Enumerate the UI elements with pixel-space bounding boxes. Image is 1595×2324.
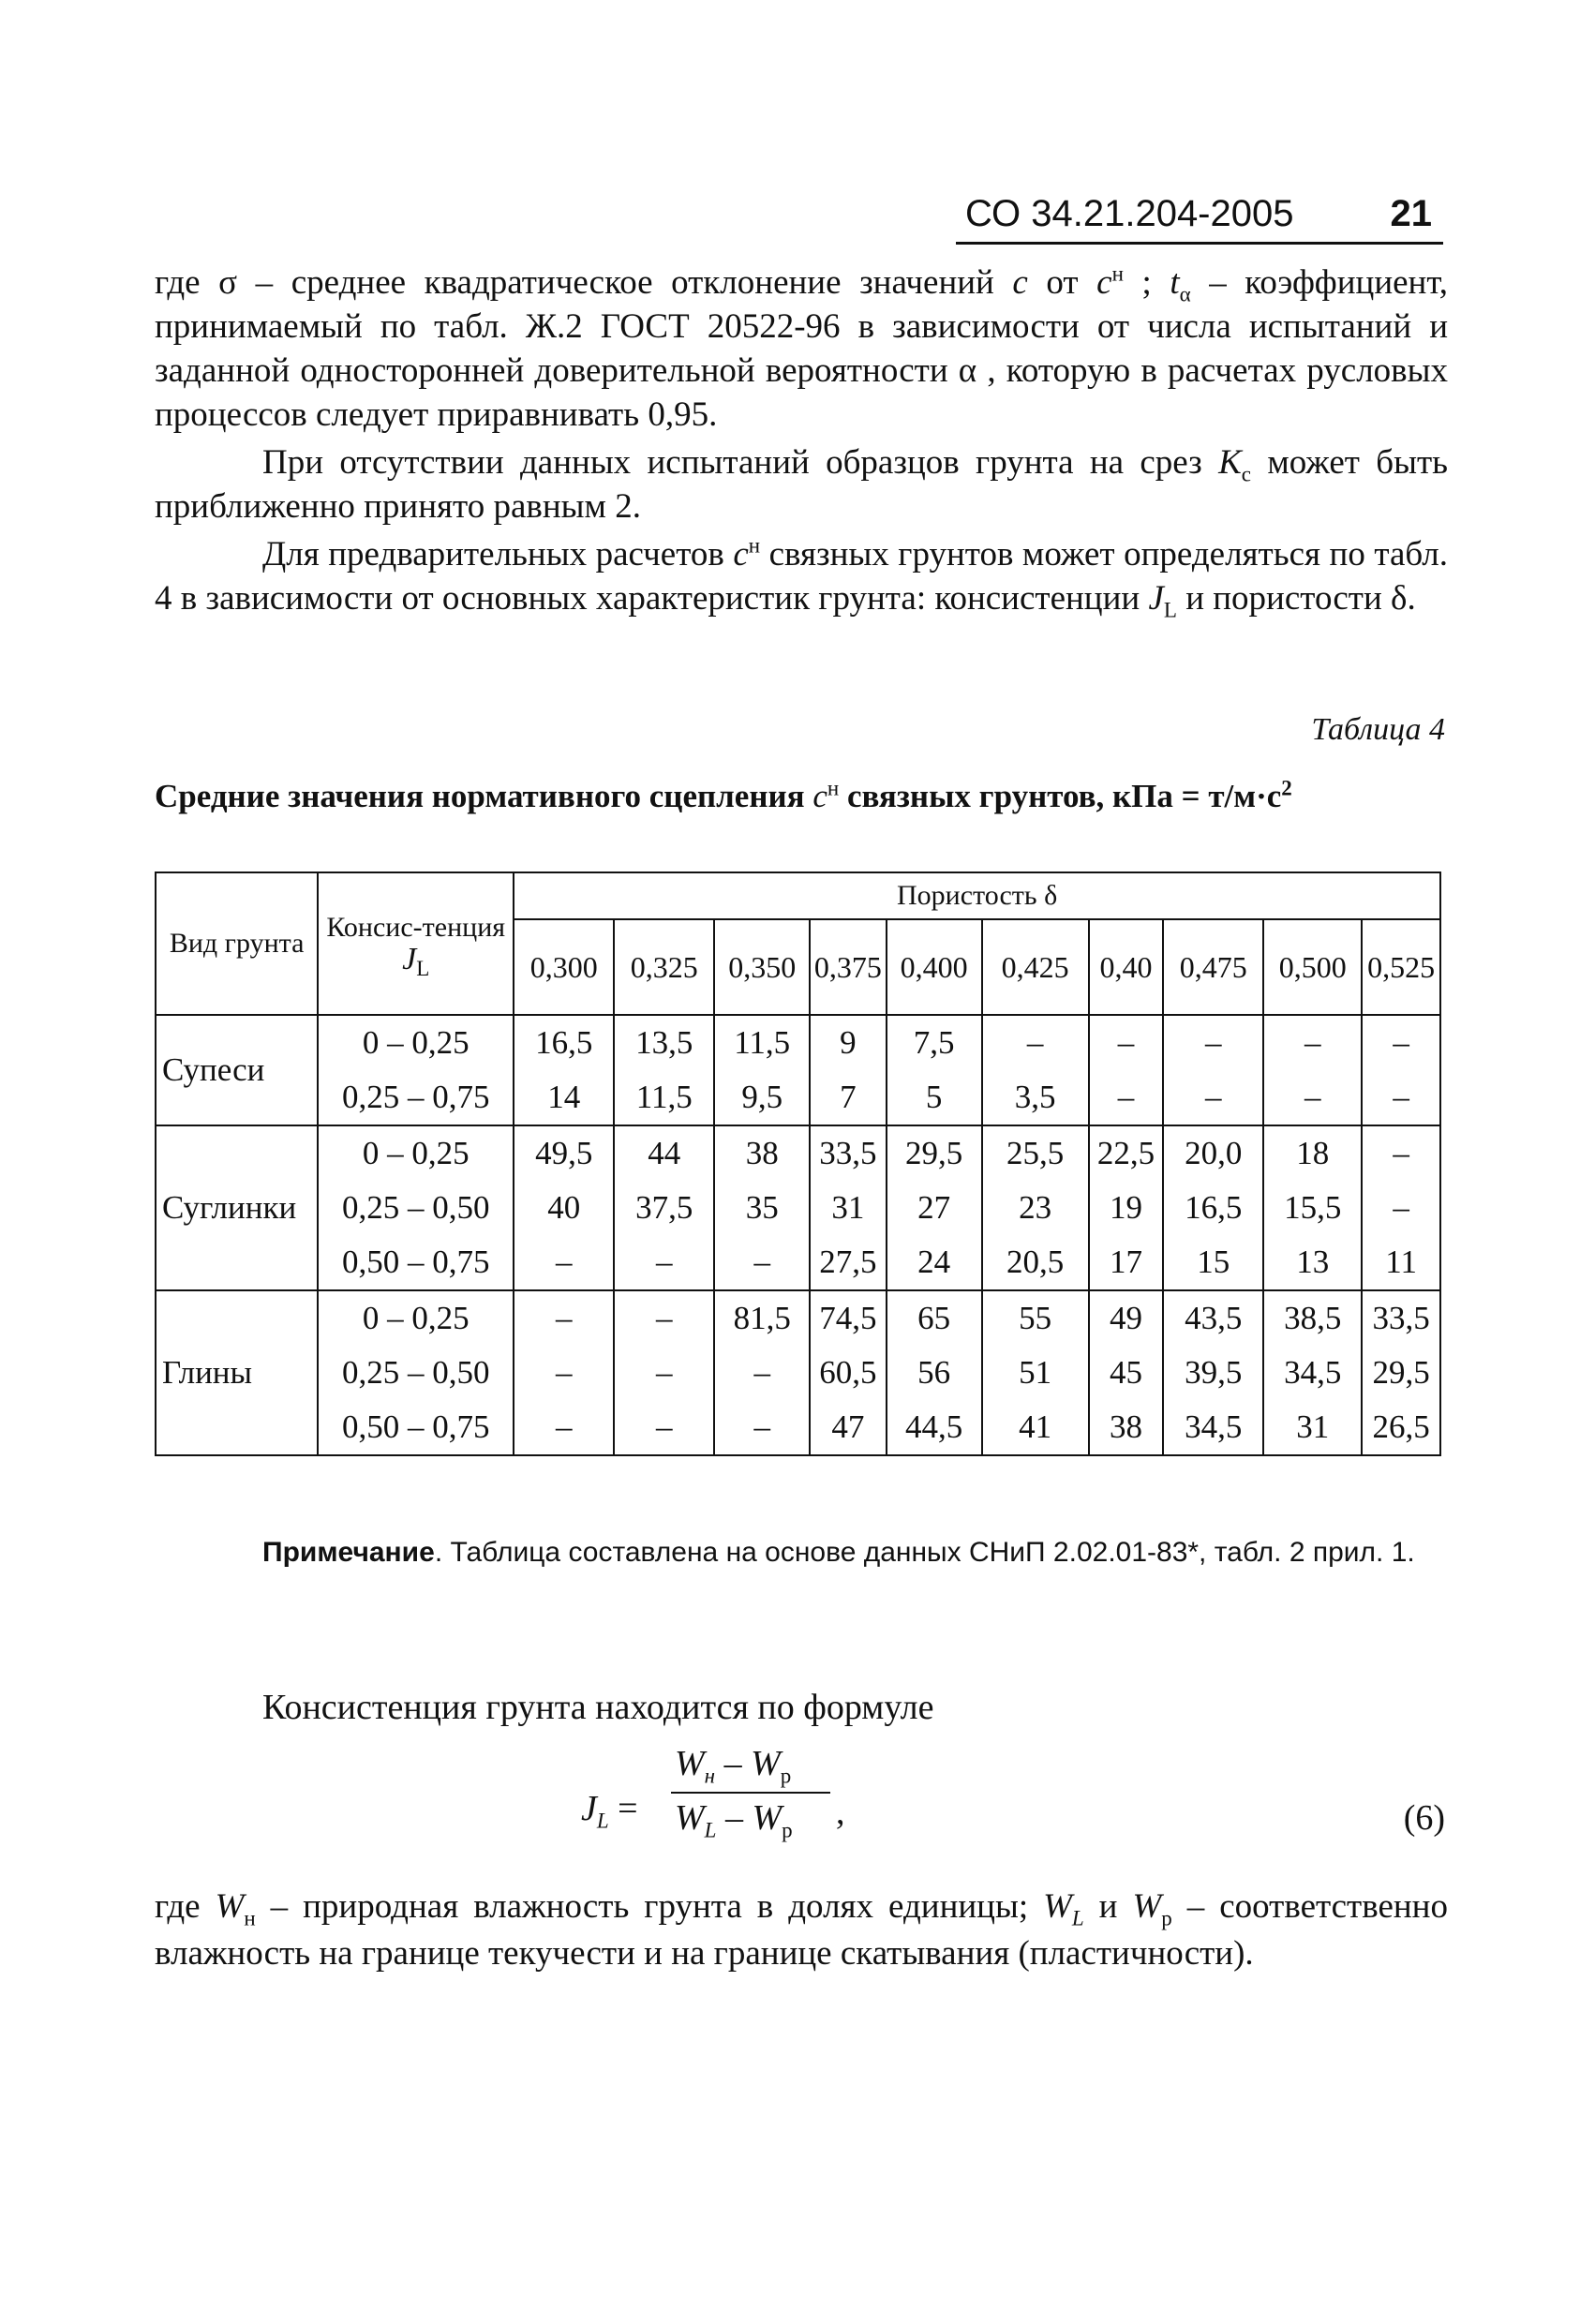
superscript: н — [1111, 261, 1124, 286]
table-row — [156, 1290, 1440, 1346]
subscript: L — [1163, 598, 1177, 622]
cohesion-value-cell: 13,5 — [614, 1015, 714, 1070]
subscript: р — [780, 1764, 792, 1788]
cohesion-value-cell: – — [614, 1346, 714, 1400]
cohesion-value-cell: 65 — [887, 1290, 982, 1346]
symbol-w: W — [215, 1887, 245, 1926]
cohesion-value-cell: 40 — [514, 1181, 614, 1235]
cohesion-value-cell: – — [1089, 1070, 1164, 1125]
cohesion-value-cell: – — [714, 1400, 810, 1455]
cohesion-value-cell: 29,5 — [887, 1125, 982, 1181]
paragraph-w-definitions — [155, 1884, 1448, 1977]
text-run: где σ – среднее квадратическое отклонение значений — [155, 263, 1013, 302]
header-porosity: Пористость δ — [514, 872, 1440, 919]
formula-comma: , — [836, 1793, 845, 1832]
subscript: р — [1161, 1906, 1172, 1930]
table-body — [156, 1015, 1440, 1455]
cohesion-value-cell: 41 — [982, 1400, 1089, 1455]
subscript: c — [1241, 462, 1252, 486]
table-row — [156, 1125, 1440, 1181]
table-row — [156, 1235, 1440, 1290]
header-consistency-label: Консис-тенция — [326, 911, 506, 943]
table-row — [156, 1181, 1440, 1235]
subscript: L — [596, 1809, 609, 1833]
cohesion-value-cell: – — [714, 1346, 810, 1400]
text-run: – коэффициент, принимаемый по табл. Ж.2 ГОСТ 20522-96 в зависимости от числа испытаний и заданной односторонней доверительной вероятности α , которую в расчетах русловых процессов следует приравнивать 0,95. — [155, 263, 1448, 434]
text-run: Средние значения нормативного сцепления — [155, 778, 813, 814]
cohesion-value-cell: 44 — [614, 1125, 714, 1181]
porosity-header-cell: 0,500 — [1263, 919, 1362, 1015]
paragraph-kc — [155, 440, 1448, 529]
superscript: н — [748, 533, 761, 558]
cohesion-value-cell: 3,5 — [982, 1070, 1089, 1125]
porosity-header-cell: 0,325 — [614, 919, 714, 1015]
cohesion-value-cell: 14 — [514, 1070, 614, 1125]
cohesion-value-cell: 49,5 — [514, 1125, 614, 1181]
cohesion-value-cell: – — [1362, 1125, 1440, 1181]
cohesion-value-cell: – — [982, 1015, 1089, 1070]
cohesion-value-cell: 38 — [1089, 1400, 1164, 1455]
consistency-range-cell: 0,50 – 0,75 — [318, 1235, 514, 1290]
fraction-bar — [671, 1792, 830, 1794]
text-run: – соответственно влажность на границе текучести и на границе скатывания (пластичности). — [155, 1887, 1448, 1973]
porosity-header-cell: 0,300 — [514, 919, 614, 1015]
cohesion-value-cell: – — [514, 1400, 614, 1455]
cohesion-value-cell: – — [1362, 1070, 1440, 1125]
cohesion-value-cell: 9,5 — [714, 1070, 810, 1125]
symbol-w: W — [1043, 1887, 1072, 1926]
cohesion-value-cell: 11,5 — [614, 1070, 714, 1125]
subscript: р — [782, 1818, 793, 1842]
paragraph-consistency-formula: Консистенция грунта находится по формуле — [262, 1688, 934, 1727]
cohesion-value-cell: – — [514, 1235, 614, 1290]
formula-lhs — [581, 1788, 638, 1833]
cohesion-value-cell: 26,5 — [1362, 1400, 1440, 1455]
porosity-header-cell: 0,375 — [810, 919, 887, 1015]
cohesion-value-cell: 16,5 — [1163, 1181, 1263, 1235]
header-soil-type: Вид грунта — [156, 872, 318, 1015]
symbol-w: W — [1132, 1887, 1162, 1926]
cohesion-value-cell: 33,5 — [1362, 1290, 1440, 1346]
cohesion-value-cell: – — [614, 1290, 714, 1346]
consistency-range-cell: 0 – 0,25 — [318, 1015, 514, 1070]
consistency-range-cell: 0 – 0,25 — [318, 1290, 514, 1346]
soil-type-cell: Суглинки — [156, 1125, 318, 1290]
symbol-w: W — [675, 1798, 705, 1838]
cohesion-value-cell: 25,5 — [982, 1125, 1089, 1181]
subscript: н — [244, 1906, 256, 1930]
subscript: α — [1179, 282, 1191, 306]
subscript: L — [1071, 1906, 1084, 1930]
symbol-w: W — [675, 1744, 705, 1783]
text-run: где — [155, 1887, 216, 1926]
consistency-range-cell: 0,25 – 0,75 — [318, 1070, 514, 1125]
text-run: ; — [1123, 263, 1170, 302]
cohesion-value-cell: 37,5 — [614, 1181, 714, 1235]
cohesion-value-cell: 20,5 — [982, 1235, 1089, 1290]
formula-numerator — [675, 1743, 792, 1788]
cohesion-value-cell: 56 — [887, 1346, 982, 1400]
cohesion-value-cell: 34,5 — [1263, 1346, 1362, 1400]
cohesion-value-cell: 5 — [887, 1070, 982, 1125]
cohesion-value-cell: 31 — [1263, 1400, 1362, 1455]
text-run: может быть приближенно принято равным 2. — [155, 443, 1449, 526]
header-rule — [956, 242, 1443, 245]
cohesion-value-cell: 23 — [982, 1181, 1089, 1235]
text-run: связных грунтов, кПа = т/м·с — [839, 778, 1282, 814]
cohesion-value-cell: 55 — [982, 1290, 1089, 1346]
superscript: н — [827, 776, 840, 800]
formula-consistency — [581, 1743, 862, 1874]
cohesion-value-cell: 34,5 — [1163, 1400, 1263, 1455]
porosity-header-cell: 0,475 — [1163, 919, 1263, 1015]
document-code: СО 34.21.204-2005 — [965, 193, 1294, 234]
table-title — [155, 778, 1448, 815]
soil-type-cell: Глины — [156, 1290, 318, 1455]
symbol-c: c — [812, 778, 827, 814]
cohesion-value-cell: 33,5 — [810, 1125, 887, 1181]
equals-sign: = — [608, 1789, 638, 1828]
subscript: L — [704, 1818, 717, 1842]
text-run: При отсутствии данных испытаний образцов грунта на срез — [262, 443, 1219, 482]
symbol-cn: c — [1096, 263, 1112, 302]
porosity-header-cell: 0,525 — [1362, 919, 1440, 1015]
cohesion-value-cell: 60,5 — [810, 1346, 887, 1400]
text-run: и пористости δ. — [1176, 579, 1416, 618]
table-label: Таблица 4 — [1311, 712, 1445, 747]
cohesion-value-cell: – — [1163, 1015, 1263, 1070]
subscript: L — [416, 956, 430, 980]
symbol-k: K — [1218, 443, 1242, 482]
porosity-header-cell: 0,350 — [714, 919, 810, 1015]
cohesion-value-cell: 38,5 — [1263, 1290, 1362, 1346]
cohesion-value-cell: 20,0 — [1163, 1125, 1263, 1181]
header-consistency — [318, 872, 514, 1015]
cohesion-value-cell: 11,5 — [714, 1015, 810, 1070]
cohesion-value-cell: 81,5 — [714, 1290, 810, 1346]
cohesion-value-cell: – — [714, 1235, 810, 1290]
cohesion-value-cell: 45 — [1089, 1346, 1164, 1400]
table-row — [156, 1346, 1440, 1400]
page-header — [956, 187, 1443, 244]
symbol-j: J — [402, 941, 417, 976]
cohesion-value-cell: – — [1362, 1181, 1440, 1235]
symbol-w: W — [752, 1798, 783, 1838]
cohesion-value-cell: 9 — [810, 1015, 887, 1070]
symbol-t-alpha: t — [1170, 263, 1180, 302]
cohesion-value-cell: 31 — [810, 1181, 887, 1235]
cohesion-value-cell: – — [1163, 1070, 1263, 1125]
symbol-c: c — [1012, 263, 1028, 302]
cohesion-value-cell: 47 — [810, 1400, 887, 1455]
minus-sign: – — [715, 1744, 752, 1783]
note-text: . Таблица составлена на основе данных СНиП 2.02.01-83*, табл. 2 прил. 1. — [434, 1537, 1415, 1568]
cohesion-value-cell: 22,5 — [1089, 1125, 1164, 1181]
cohesion-value-cell: 19 — [1089, 1181, 1164, 1235]
page-number: 21 — [1390, 193, 1432, 234]
consistency-range-cell: 0,50 – 0,75 — [318, 1400, 514, 1455]
cohesion-value-cell: 74,5 — [810, 1290, 887, 1346]
note-label: Примечание — [262, 1537, 435, 1568]
cohesion-value-cell: 38 — [714, 1125, 810, 1181]
cohesion-value-cell: – — [514, 1290, 614, 1346]
cohesion-value-cell: 15 — [1163, 1235, 1263, 1290]
symbol-j: J — [1148, 579, 1164, 618]
table-row — [156, 1015, 1440, 1070]
text-run: от — [1027, 263, 1097, 302]
text-run: – природная влажность грунта в долях единицы; — [255, 1887, 1044, 1926]
paragraph-sigma-definition — [155, 261, 1448, 437]
cohesion-value-cell: 43,5 — [1163, 1290, 1263, 1346]
text-run: Для предварительных расчетов — [262, 535, 734, 574]
cohesion-value-cell: 24 — [887, 1235, 982, 1290]
cohesion-value-cell: 44,5 — [887, 1400, 982, 1455]
cohesion-value-cell: 35 — [714, 1181, 810, 1235]
text-run: и — [1083, 1887, 1133, 1926]
text-run: связных грунтов может определяться по табл. 4 в зависимости от основных характеристик грунта: консистенции — [155, 535, 1448, 618]
cohesion-value-cell: – — [514, 1346, 614, 1400]
cohesion-value-cell: 7,5 — [887, 1015, 982, 1070]
cohesion-table — [155, 872, 1441, 1456]
symbol-w: W — [751, 1744, 781, 1783]
soil-type-cell: Супеси — [156, 1015, 318, 1125]
minus-sign: – — [716, 1798, 753, 1838]
cohesion-value-cell: – — [1089, 1015, 1164, 1070]
cohesion-value-cell: 15,5 — [1263, 1181, 1362, 1235]
cohesion-value-cell: 11 — [1362, 1235, 1440, 1290]
cohesion-value-cell: 27 — [887, 1181, 982, 1235]
symbol-j: J — [581, 1789, 597, 1828]
superscript: 2 — [1281, 776, 1292, 800]
porosity-header-cell: 0,425 — [982, 919, 1089, 1015]
porosity-header-cell: 0,400 — [887, 919, 982, 1015]
cohesion-value-cell: – — [1263, 1070, 1362, 1125]
consistency-range-cell: 0 – 0,25 — [318, 1125, 514, 1181]
cohesion-value-cell: 7 — [810, 1070, 887, 1125]
formula-denominator — [675, 1797, 793, 1842]
cohesion-value-cell: 51 — [982, 1346, 1089, 1400]
porosity-header-cell: 0,40 — [1089, 919, 1164, 1015]
subscript: н — [704, 1764, 716, 1788]
cohesion-value-cell: 18 — [1263, 1125, 1362, 1181]
cohesion-value-cell: 29,5 — [1362, 1346, 1440, 1400]
table-note — [155, 1529, 1448, 1576]
cohesion-value-cell: 17 — [1089, 1235, 1164, 1290]
paragraph-preliminary — [155, 532, 1448, 620]
cohesion-value-cell: – — [614, 1400, 714, 1455]
equation-number: (6) — [1403, 1798, 1445, 1838]
cohesion-value-cell: 27,5 — [810, 1235, 887, 1290]
cohesion-value-cell: – — [1263, 1015, 1362, 1070]
table-row — [156, 1070, 1440, 1125]
cohesion-value-cell: – — [1362, 1015, 1440, 1070]
symbol-c: c — [733, 535, 749, 574]
cohesion-value-cell: 49 — [1089, 1290, 1164, 1346]
cohesion-value-cell: 13 — [1263, 1235, 1362, 1290]
cohesion-value-cell: 16,5 — [514, 1015, 614, 1070]
consistency-range-cell: 0,25 – 0,50 — [318, 1181, 514, 1235]
cohesion-value-cell: – — [614, 1235, 714, 1290]
consistency-range-cell: 0,25 – 0,50 — [318, 1346, 514, 1400]
table-row — [156, 1400, 1440, 1455]
cohesion-value-cell: 39,5 — [1163, 1346, 1263, 1400]
